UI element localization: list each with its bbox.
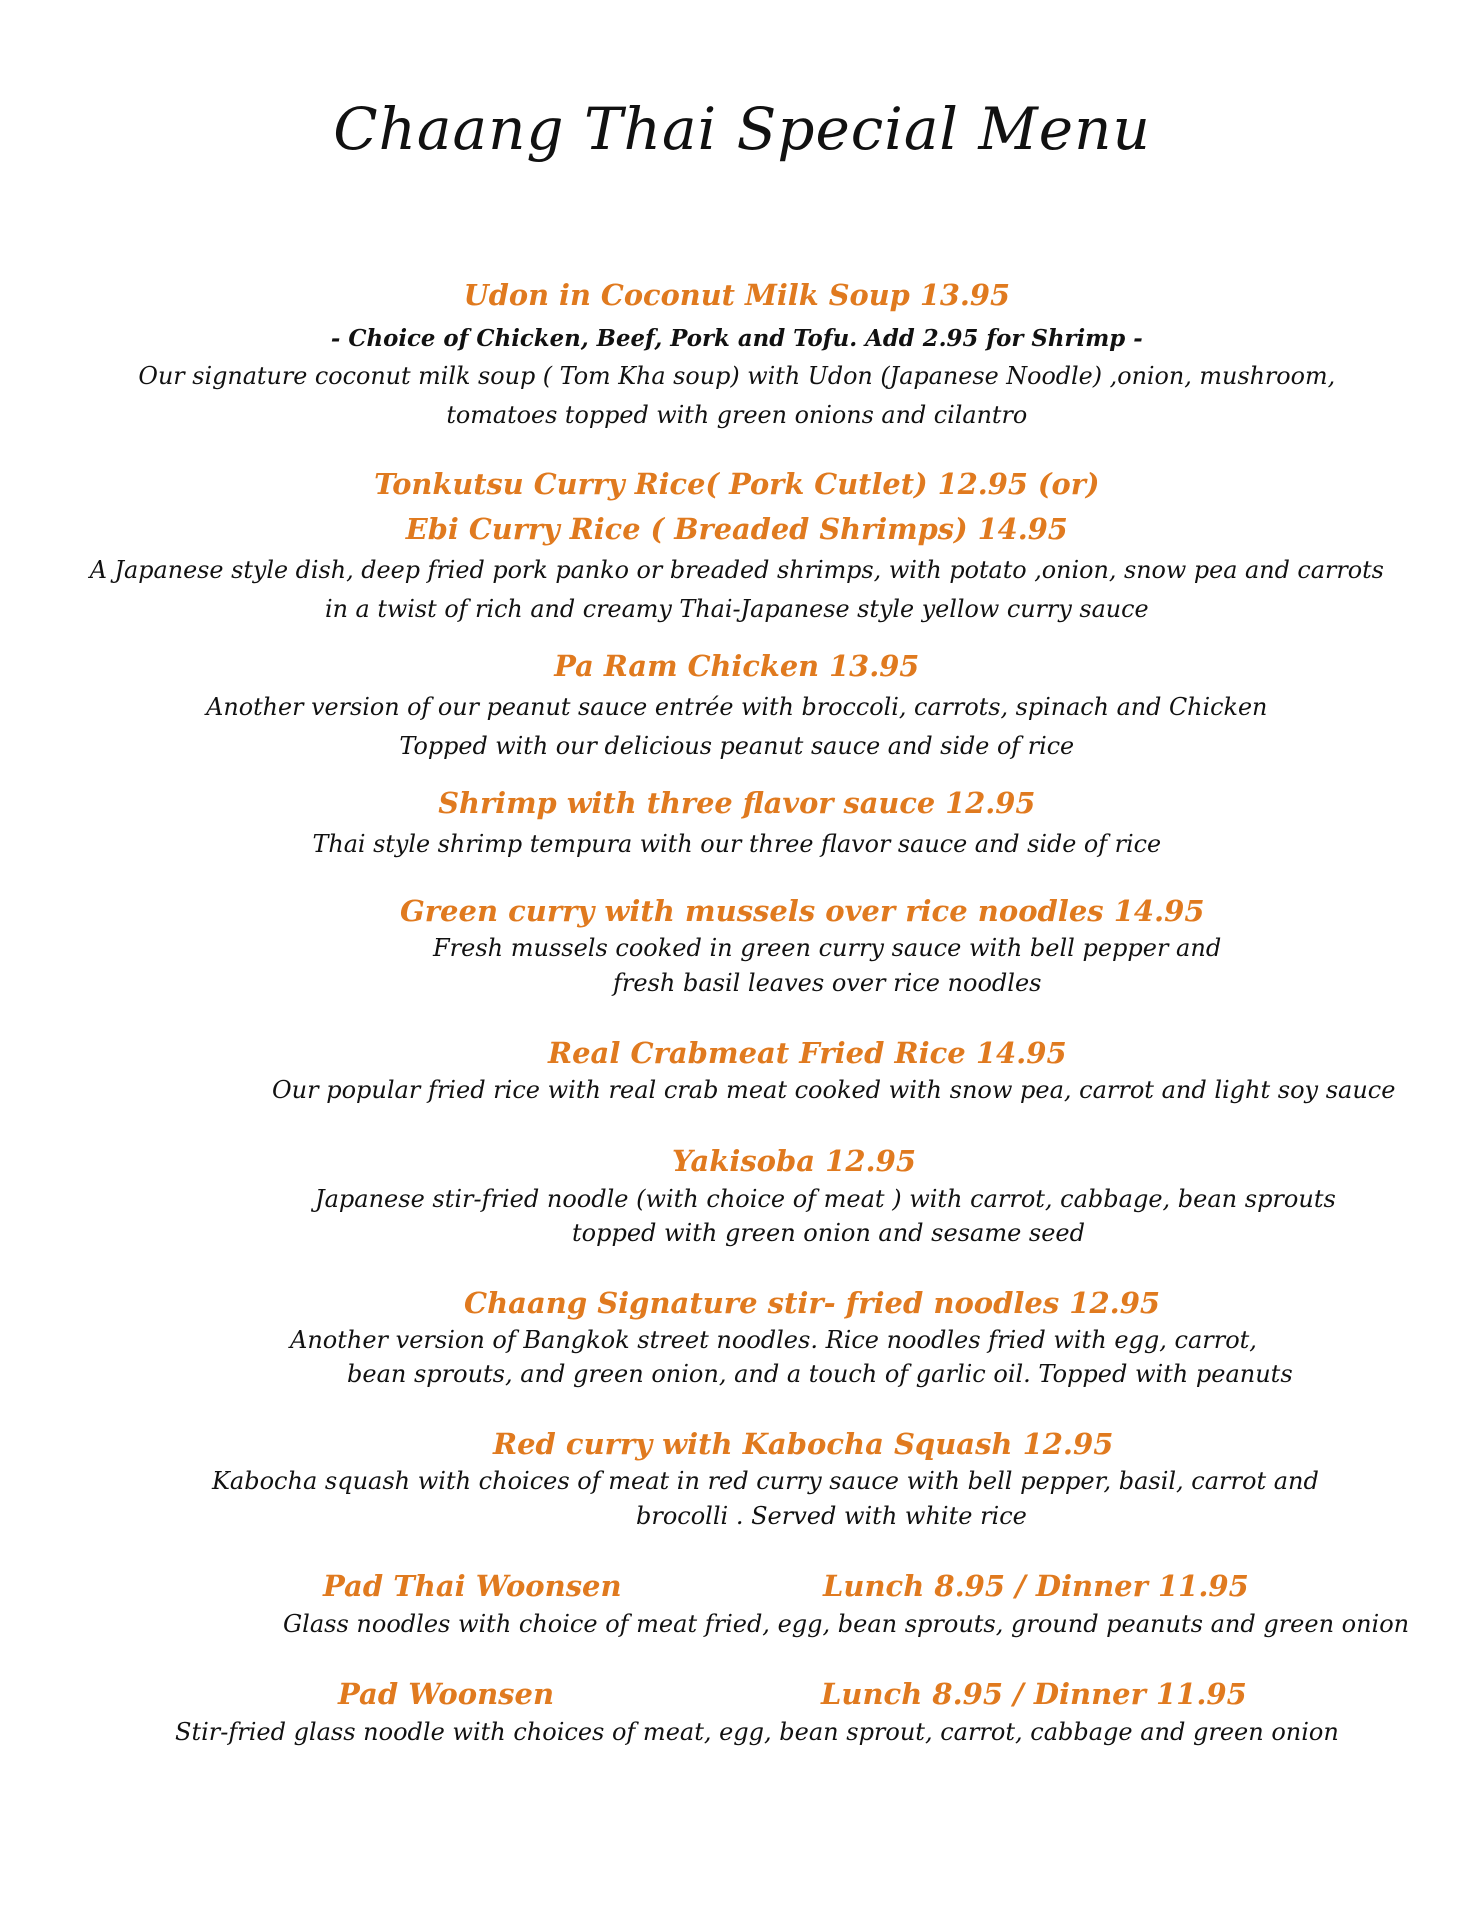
item-pa-ram-heading: Pa Ram Chicken 13.95 [554, 649, 920, 683]
item-yakisoba-heading: Yakisoba 12.95 [672, 1144, 916, 1178]
item-pad-woonsen-price: Lunch 8.95 / Dinner 11.95 [821, 1677, 1247, 1711]
item-green-curry-heading: Green curry with mussels over rice noodles 14.95 [400, 894, 1205, 928]
item-ebi-heading: Ebi Curry Rice ( Breaded Shrimps) 14.95 [405, 512, 1068, 546]
item-red-curry-heading: Red curry with Kabocha Squash 12.95 [493, 1427, 1114, 1461]
item-signature-desc-2: bean sprouts, and green onion, and a touch of garlic oil. Topped with peanuts [347, 1360, 1293, 1388]
item-red-curry-desc-2: brocolli . Served with white rice [636, 1502, 1027, 1530]
item-pad-woonsen-name: Pad Woonsen [338, 1677, 555, 1711]
item-tonkutsu-heading: Tonkutsu Curry Rice( Pork Cutlet) 12.95 (or) [374, 467, 1100, 501]
item-udon-desc-1: Our signature coconut milk soup ( Tom Kha soup) with Udon (Japanese Noodle) ,onion, mushroom, [138, 362, 1336, 390]
item-pad-thai-woonsen-price: Lunch 8.95 / Dinner 11.95 [823, 1569, 1249, 1603]
item-crabmeat-desc-1: Our popular fried rice with real crab meat cooked with snow pea, carrot and light soy sauce [272, 1076, 1396, 1104]
page-title: Chaang Thai Special Menu [333, 95, 1151, 163]
item-pad-thai-woonsen-desc-1: Glass noodles with choice of meat fried, egg, bean sprouts, ground peanuts and green onion [283, 1610, 1410, 1638]
item-tonkutsu-desc-1: A Japanese style dish, deep fried pork panko or breaded shrimps, with potato ,onion, snow pea and carrots [89, 556, 1384, 584]
item-pa-ram-desc-1: Another version of our peanut sauce entrée with broccoli, carrots, spinach and Chicken [206, 693, 1268, 721]
item-shrimp-heading: Shrimp with three flavor sauce 12.95 [438, 786, 1036, 820]
item-yakisoba-desc-1: Japanese stir-fried noodle (with choice of meat ) with carrot, cabbage, bean sprouts [315, 1185, 1336, 1213]
item-pad-woonsen-desc-1: Stir-fried glass noodle with choices of meat, egg, bean sprout, carrot, cabbage and green onion [175, 1718, 1339, 1746]
item-tonkutsu-desc-2: in a twist of rich and creamy Thai-Japanese style yellow curry sauce [325, 595, 1149, 623]
item-udon-note: - Choice of Chicken, Beef, Pork and Tofu. Add 2.95 for Shrimp - [330, 325, 1143, 352]
item-green-curry-desc-2: fresh basil leaves over rice noodles [613, 969, 1042, 997]
item-udon-desc-2: tomatoes topped with green onions and cilantro [446, 401, 1028, 429]
item-pa-ram-desc-2: Topped with our delicious peanut sauce and side of rice [399, 732, 1075, 760]
item-yakisoba-desc-2: topped with green onion and sesame seed [572, 1219, 1085, 1247]
item-signature-desc-1: Another version of Bangkok street noodles. Rice noodles fried with egg, carrot, [290, 1326, 1257, 1354]
item-shrimp-desc-1: Thai style shrimp tempura with our three flavor sauce and side of rice [312, 830, 1162, 858]
item-udon-heading: Udon in Coconut Milk Soup 13.95 [463, 278, 1011, 312]
item-green-curry-desc-1: Fresh mussels cooked in green curry sauce with bell pepper and [433, 934, 1222, 962]
item-signature-heading: Chaang Signature stir- fried noodles 12.95 [464, 1286, 1161, 1320]
item-red-curry-desc-1: Kabocha squash with choices of meat in red curry sauce with bell pepper, basil, carrot and [212, 1467, 1319, 1495]
item-crabmeat-heading: Real Crabmeat Fried Rice 14.95 [548, 1036, 1067, 1070]
item-pad-thai-woonsen-name: Pad Thai Woonsen [323, 1569, 622, 1603]
